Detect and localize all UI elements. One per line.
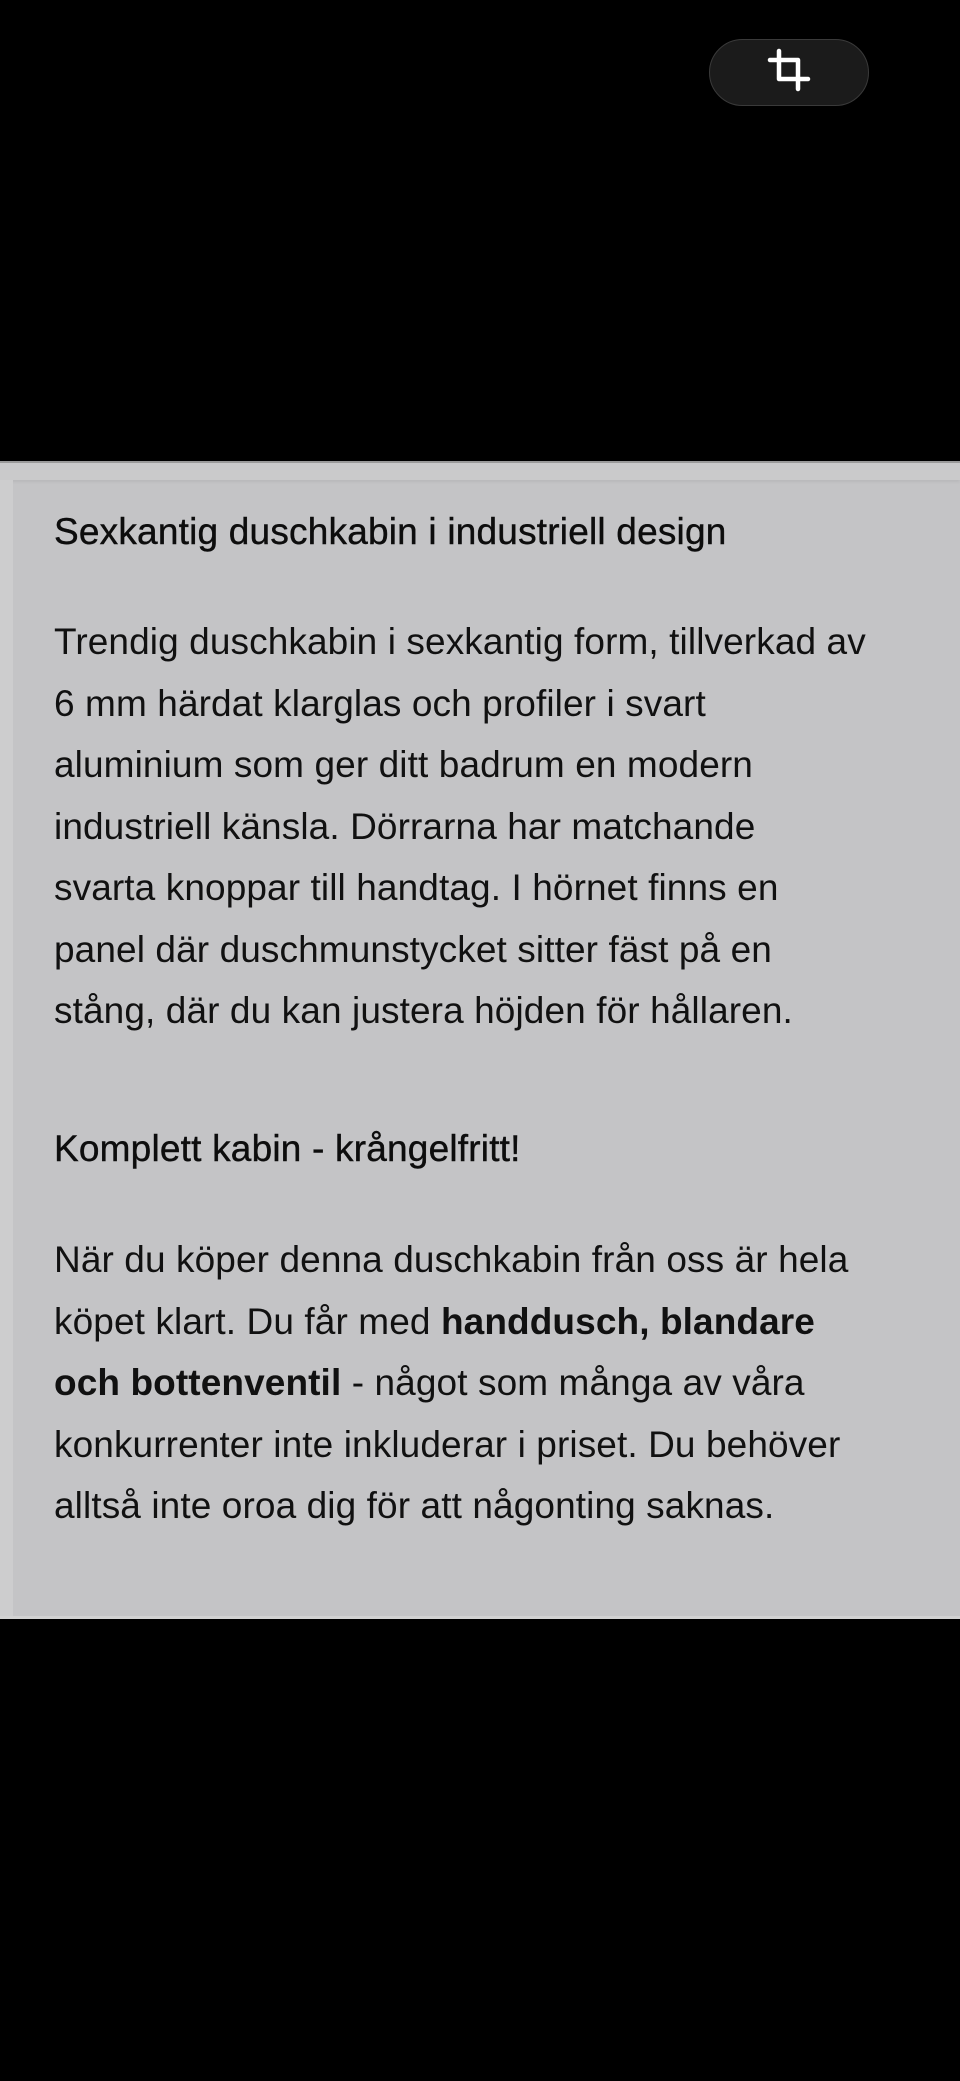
text-line: aluminium som ger ditt badrum en modern [54,744,753,785]
text-line: När du köper denna duschkabin från oss är hela [54,1239,849,1280]
section-heading-design: Sexkantig duschkabin i industriell design [54,511,727,552]
text-line: - något som många av våra [341,1362,805,1403]
section-paragraph-complete [54,1229,954,1537]
panel-bottom-line [0,1616,960,1619]
section-heading-complete: Komplett kabin - krångelfritt! [54,1128,521,1169]
crop-button[interactable] [709,39,869,106]
bold-included-items-cont: och bottenventil [54,1362,342,1403]
text-line: Trendig duschkabin i sexkantig form, tillverkad av [54,621,866,662]
panel-top-bar [0,461,960,480]
text-line: industriell känsla. Dörrarna har matchande [54,805,756,847]
text-line: köpet klart. Du får med [54,1300,441,1342]
text-line: svarta knoppar till handtag. I hörnet finns en [54,867,779,908]
crop-icon [764,45,814,100]
text-line: konkurrenter inte inkluderar i priset. Du behöver [54,1423,841,1465]
text-line: stång, där du kan justera höjden för hållaren. [54,990,793,1031]
panel-left-strip [0,480,13,1619]
section-paragraph-design [54,611,954,1042]
text-line: panel där duschmunstycket sitter fäst på en [54,928,772,970]
bold-included-items: handdusch, blandare [440,1300,815,1342]
text-line: 6 mm härdat klarglas och profiler i svart [54,682,706,724]
text-line: alltså inte oroa dig för att någonting saknas. [54,1485,775,1526]
